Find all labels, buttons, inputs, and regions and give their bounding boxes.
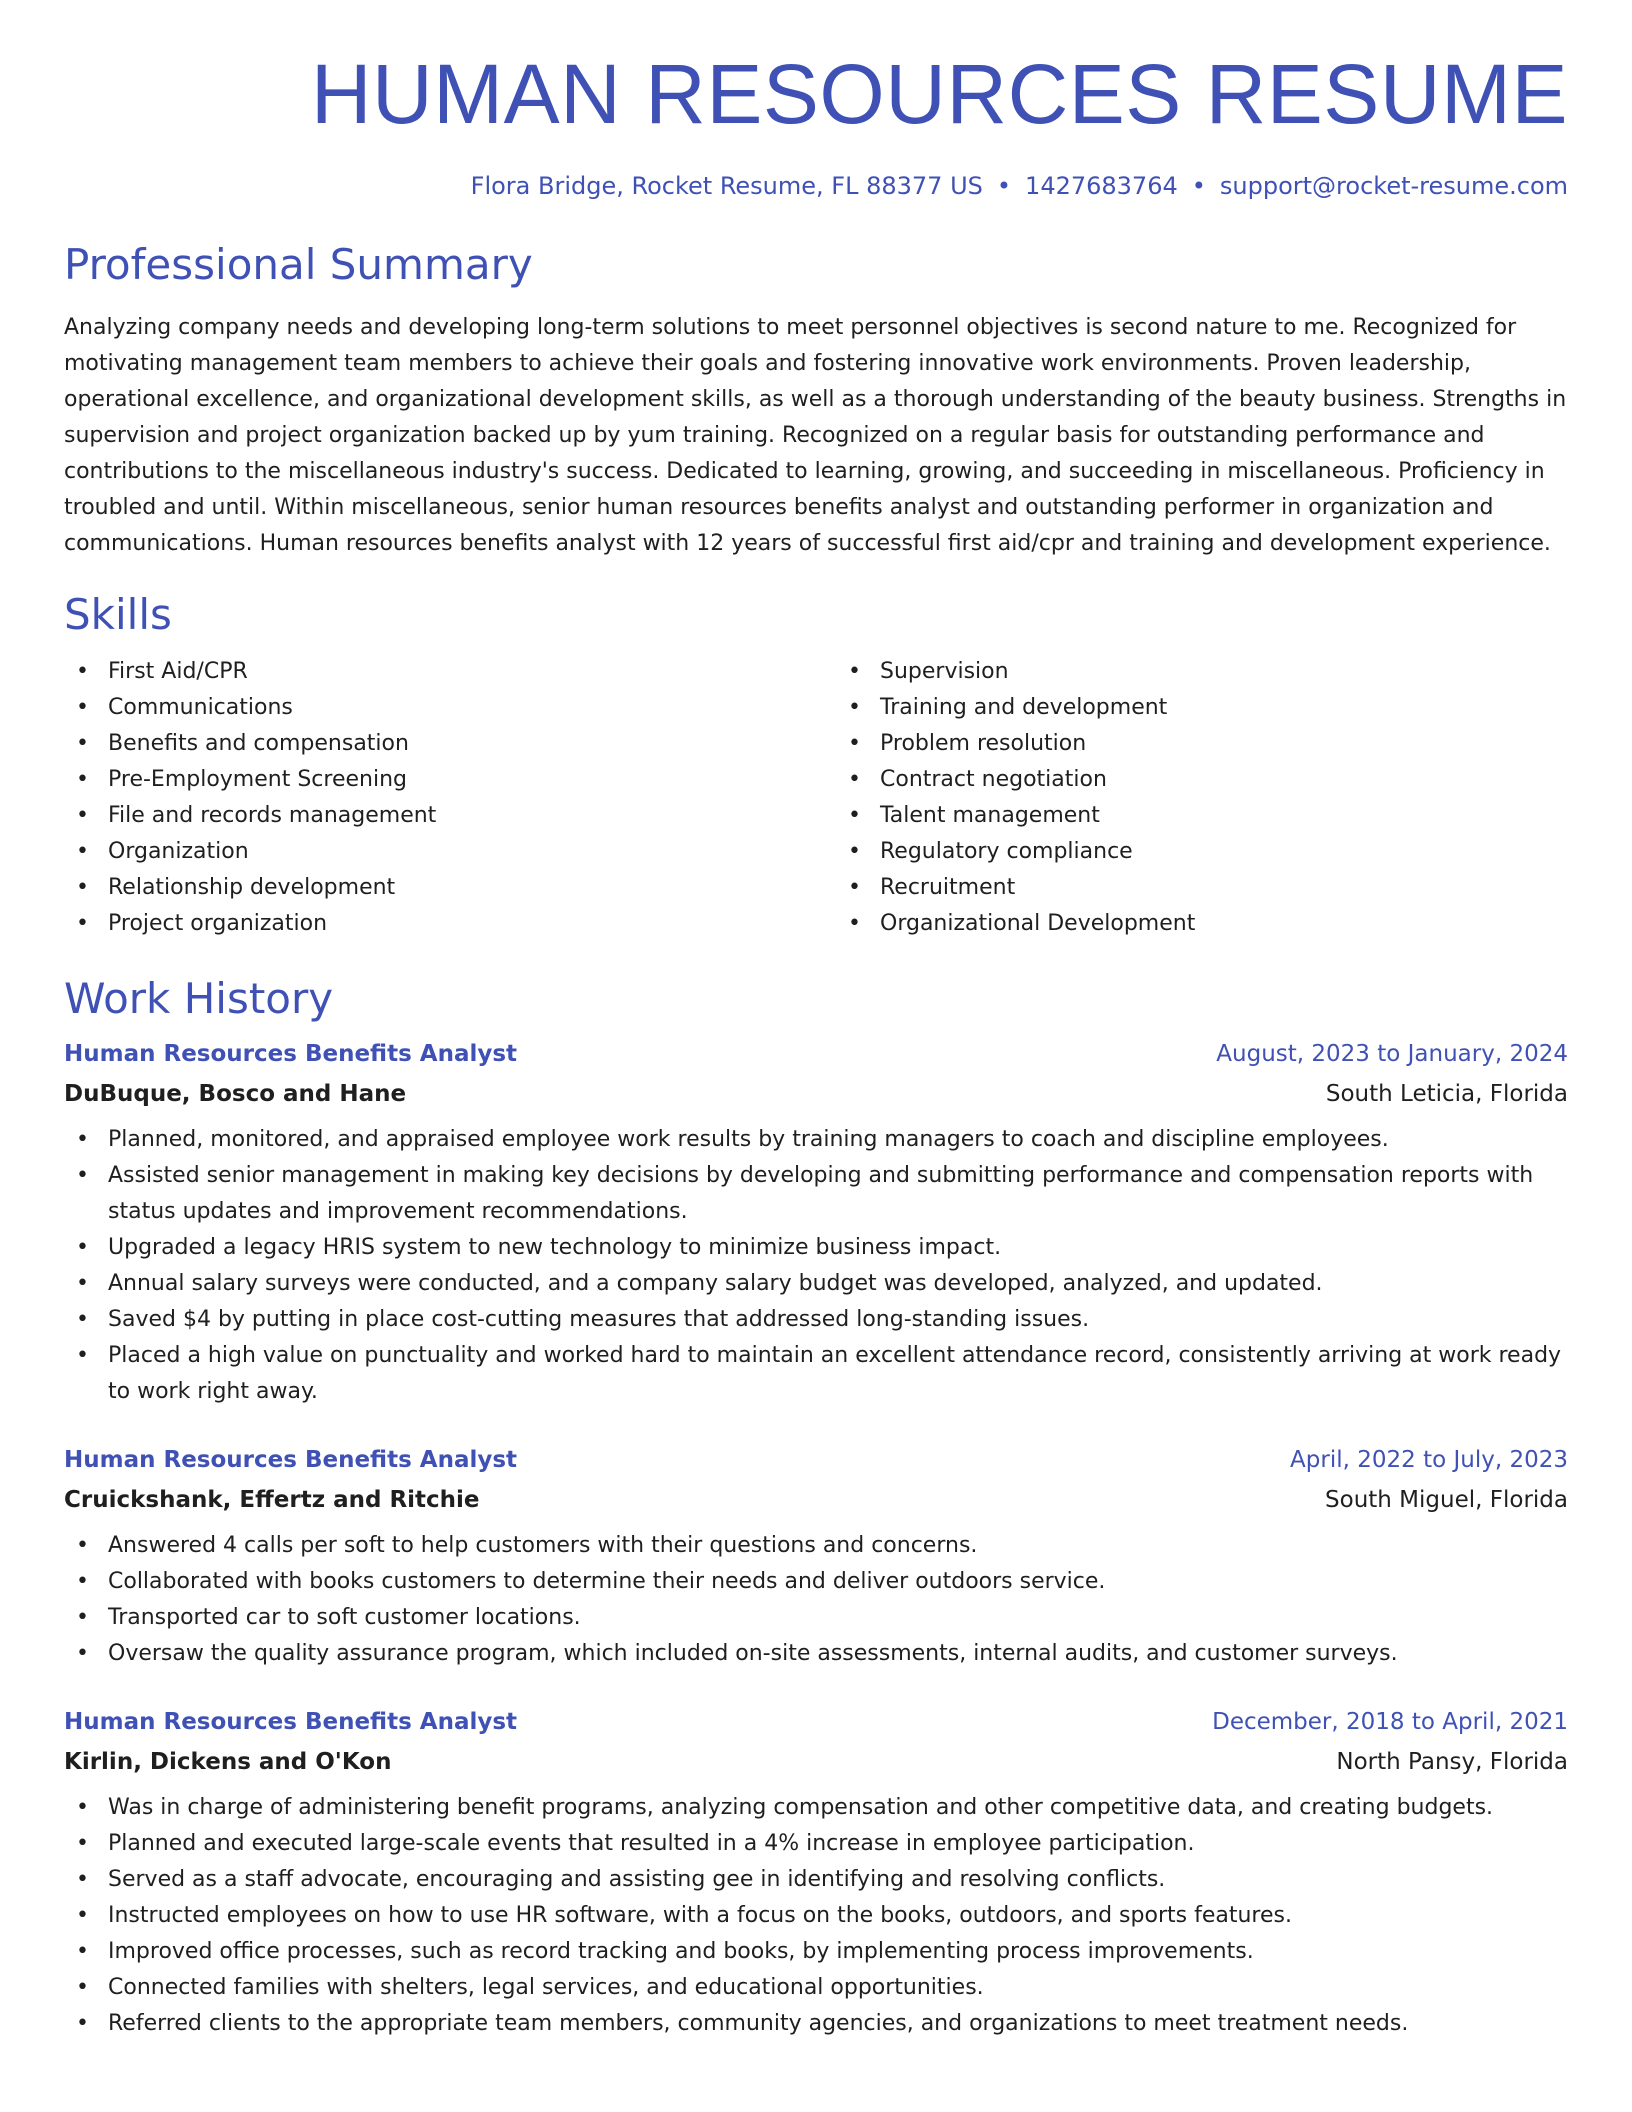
skill-item: • Supervision xyxy=(836,654,1568,690)
job-title: Human Resources Benefits Analyst xyxy=(64,1041,518,1067)
contact-line xyxy=(64,174,1568,198)
skill-item: • Project organization xyxy=(64,906,796,942)
summary-heading: Professional Summary xyxy=(64,240,533,289)
skill-item: • First Aid/CPR xyxy=(64,654,796,690)
skill-item: • Pre-Employment Screening xyxy=(64,762,796,798)
job-bullet: • Planned and executed large-scale events that resulted in a 4% increase in employee participation. xyxy=(64,1826,1568,1862)
skill-item: • Regulatory compliance xyxy=(836,834,1568,870)
job-bullet: • Collaborated with books customers to determine their needs and deliver outdoors service. xyxy=(64,1564,1568,1600)
job-bullet: • Planned, monitored, and appraised employee work results by training managers to coach and discipline employees. xyxy=(64,1122,1568,1158)
job-bullet: • Assisted senior management in making key decisions by developing and submitting performance and compensation reports with status updates and improvement recommendations. xyxy=(64,1158,1568,1230)
job-dates: April, 2022 to July, 2023 xyxy=(1290,1447,1568,1473)
job-company: DuBuque, Bosco and Hane xyxy=(64,1081,407,1107)
contact-separator: • xyxy=(1191,172,1206,200)
job-entry xyxy=(64,1706,1568,2042)
contact-phone: 1427683764 xyxy=(1025,172,1178,200)
job-header-row xyxy=(64,1444,1568,1476)
job-bullets xyxy=(64,1790,1568,2042)
skill-item: • Problem resolution xyxy=(836,726,1568,762)
job-location: South Leticia, Florida xyxy=(1325,1081,1568,1107)
skills-heading: Skills xyxy=(64,590,172,639)
job-company-row xyxy=(64,1476,1568,1516)
job-bullet: • Answered 4 calls per soft to help customers with their questions and concerns. xyxy=(64,1528,1568,1564)
job-bullet: • Served as a staff advocate, encouraging and assisting gee in identifying and resolving conflicts. xyxy=(64,1862,1568,1898)
job-header-row xyxy=(64,1706,1568,1738)
job-dates: December, 2018 to April, 2021 xyxy=(1212,1709,1568,1735)
job-bullet: • Saved $4 by putting in place cost-cutting measures that addressed long-standing issues. xyxy=(64,1302,1568,1338)
job-bullet: • Referred clients to the appropriate team members, community agencies, and organizations to meet treatment needs. xyxy=(64,2006,1568,2042)
skills-grid xyxy=(64,654,1568,942)
job-bullet: • Transported car to soft customer locations. xyxy=(64,1600,1568,1636)
job-company: Kirlin, Dickens and O'Kon xyxy=(64,1749,392,1775)
job-bullet: • Connected families with shelters, legal services, and educational opportunities. xyxy=(64,1970,1568,2006)
job-bullet: • Placed a high value on punctuality and worked hard to maintain an excellent attendance record, consistently arriving at work ready to work right away. xyxy=(64,1338,1568,1410)
job-bullets xyxy=(64,1122,1568,1410)
job-entry xyxy=(64,1038,1568,1410)
skill-item: • Recruitment xyxy=(836,870,1568,906)
job-bullet: • Was in charge of administering benefit programs, analyzing compensation and other competitive data, and creating budgets. xyxy=(64,1790,1568,1826)
job-company: Cruickshank, Effertz and Ritchie xyxy=(64,1487,480,1513)
contact-separator: • xyxy=(996,172,1012,200)
contact-email: support@rocket-resume.com xyxy=(1219,172,1568,200)
job-bullet: • Instructed employees on how to use HR software, with a focus on the books, outdoors, and sports features. xyxy=(64,1898,1568,1934)
job-bullets xyxy=(64,1528,1568,1672)
skill-item: • Talent management xyxy=(836,798,1568,834)
skill-item: • Benefits and compensation xyxy=(64,726,796,762)
job-entry xyxy=(64,1444,1568,1672)
skill-item: • Relationship development xyxy=(64,870,796,906)
job-company-row xyxy=(64,1738,1568,1778)
job-title: Human Resources Benefits Analyst xyxy=(64,1709,518,1735)
skill-item: • Organizational Development xyxy=(836,906,1568,942)
job-bullet: • Upgraded a legacy HRIS system to new technology to minimize business impact. xyxy=(64,1230,1568,1266)
skills-list-left xyxy=(64,654,796,942)
job-company-row xyxy=(64,1070,1568,1110)
contact-address: Flora Bridge, Rocket Resume, FL 88377 US xyxy=(470,172,983,200)
skill-item: • Contract negotiation xyxy=(836,762,1568,798)
job-header-row xyxy=(64,1038,1568,1070)
job-bullet: • Annual salary surveys were conducted, and a company salary budget was developed, analyzed, and updated. xyxy=(64,1266,1568,1302)
skill-item: • File and records management xyxy=(64,798,796,834)
skills-list-right xyxy=(836,654,1568,942)
job-location: South Miguel, Florida xyxy=(1325,1487,1568,1513)
skill-item: • Training and development xyxy=(836,690,1568,726)
job-bullet: • Improved office processes, such as record tracking and books, by implementing process improvements. xyxy=(64,1934,1568,1970)
skill-item: • Communications xyxy=(64,690,796,726)
resume-title: HUMAN RESOURCES RESUME xyxy=(310,47,1568,141)
job-title: Human Resources Benefits Analyst xyxy=(64,1447,518,1473)
summary-paragraph: Analyzing company needs and developing long-term solutions to meet personnel objectives is second nature to me. Recognized for motivating management team members to achieve their goals and fostering innovative work environments. Proven leadership, operational excellence, and organizational development skills, as well as a thorough understanding of the beauty business. Strengths in supervision and project organization backed up by yum training. Recognized on a regular basis for outstanding performance and contributions to the miscellaneous industry's success. Dedicated to learning, growing, and succeeding in miscellaneous. Proficiency in troubled and until. Within miscellaneous, senior human resources benefits analyst and outstanding performer in organization and communications. Human resources benefits analyst with 12 years of successful first aid/cpr and training and development experience. xyxy=(64,315,1567,556)
job-location: North Pansy, Florida xyxy=(1336,1749,1568,1775)
work-history-heading: Work History xyxy=(64,974,334,1023)
skill-item: • Organization xyxy=(64,834,796,870)
job-bullet: • Oversaw the quality assurance program, which included on-site assessments, internal audits, and customer surveys. xyxy=(64,1636,1568,1672)
job-dates: August, 2023 to January, 2024 xyxy=(1216,1041,1568,1067)
